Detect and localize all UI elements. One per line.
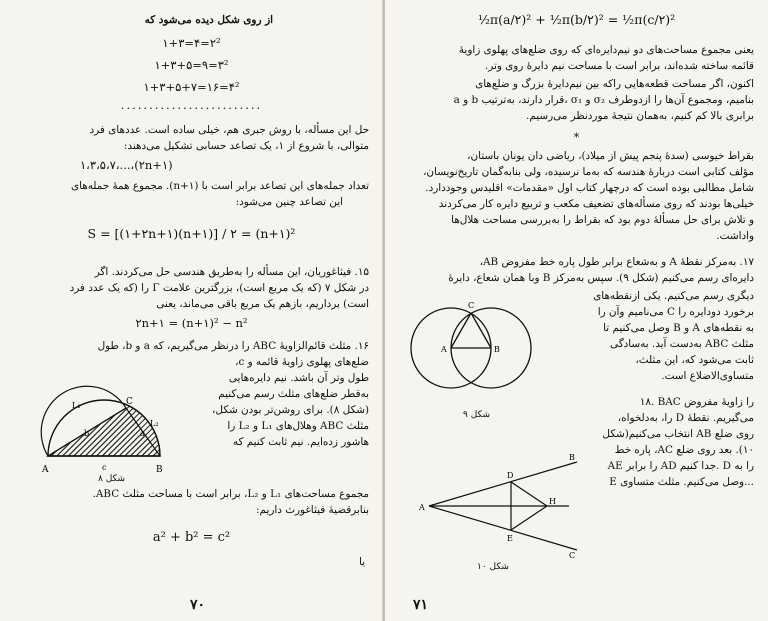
fig8-label-a-side: a bbox=[140, 429, 145, 438]
para-line: مؤلف کتابی است دربارهٔ هندسه که به‌ما نرسیده، ولی بنابه‌گمان تاریخ‌نویسان، bbox=[423, 166, 754, 178]
para-line: ۱۷. به‌مرکز نقطهٔ A و به‌شعاع برابر طول پاره خط مفروض AB، bbox=[479, 256, 754, 268]
intro-text: از روی شکل دیده می‌شود که bbox=[144, 14, 273, 26]
fig8-label-l2: L₂ bbox=[150, 419, 159, 428]
fig10-label-a: A bbox=[419, 503, 425, 512]
para-line: حل این مسأله، با روش جبری هم، خیلی ساده است. عددهای فرد bbox=[89, 124, 369, 136]
figure-10-angle bbox=[419, 448, 585, 560]
sum-formula: S = [(۱+۲n+۱)(n+۱)] / ۲ = (n+۱)² bbox=[87, 226, 296, 241]
figure-8-caption: شکل ۸ bbox=[98, 474, 126, 484]
sum-dots: ......................... bbox=[120, 98, 263, 112]
fig10-label-b: B bbox=[569, 453, 575, 462]
fig10-label-d: D bbox=[507, 471, 514, 480]
para-line: می‌گیریم. نقطهٔ D را، به‌دلخواه، bbox=[617, 412, 754, 424]
para-line: هاشور زده‌ایم. نیم ثابت کنیم که bbox=[232, 436, 369, 448]
page-number-right: ۷۱ bbox=[413, 597, 429, 613]
para-line: متوالی، با شروع از ۱، یک تصاعد حسابی تشکیل می‌دهند: bbox=[123, 140, 369, 152]
fig9-label-b: B bbox=[494, 345, 500, 354]
para-line: برخورد دودایره را C می‌نامیم وآن را bbox=[597, 306, 754, 318]
para-line: طول وتر آن باشد. نیم دایره‌هایی bbox=[228, 372, 369, 384]
continuation-word: یا bbox=[358, 556, 365, 568]
right-page bbox=[385, 0, 768, 621]
fig8-label-c: C bbox=[126, 397, 133, 407]
para-line: شامل مطالبی بوده است که درچهار کتاب اول «مقدمات» اقلیدس وجوددارد. bbox=[425, 182, 754, 194]
fig8-label-b: B bbox=[156, 465, 163, 475]
para-line: بنابرقضیهٔ فیثاغورث داریم: bbox=[256, 504, 369, 516]
para-line: مثلث ABC وهلال‌های L₁ و L₂ را bbox=[227, 420, 369, 432]
sum-line-3: ۱+۳+۵+۷=۱۶=۴² bbox=[143, 80, 240, 94]
para-line: و تلاش برای حل مسألهٔ دوم بود که بقراط را به‌بررسی مساحت هلال‌ها bbox=[451, 214, 754, 226]
fig10-label-h: H bbox=[549, 497, 556, 506]
para-line: به‌قطر ضلع‌های مثلث رسم می‌کنیم bbox=[218, 388, 369, 400]
fig8-label-l1: L₁ bbox=[72, 401, 81, 410]
odd-identity: ۲n+۱ = (n+۱)² − n² bbox=[135, 316, 248, 330]
para-line: واداشت. bbox=[716, 230, 754, 242]
page-number-left: ۷۰ bbox=[190, 597, 206, 613]
progression: ۱،۳،۵،۷،...،(۲n+۱) bbox=[80, 158, 173, 172]
para-line: روی ضلع AB انتخاب می‌کنیم(شکل bbox=[602, 428, 754, 440]
figure-10-caption: شکل ۱۰ bbox=[477, 562, 509, 572]
sum-line-1: ۱+۳=۴=۲² bbox=[162, 36, 221, 50]
para-line: بقراط خیوسی (سدهٔ پنجم پیش از میلاد)، ریاضی دان یونان باستان، bbox=[467, 150, 754, 162]
para-line: دیگری رسم می‌کنیم. یکی ازنقطه‌های bbox=[593, 290, 754, 302]
left-page bbox=[0, 0, 383, 621]
para-line: ۱۶. مثلث قائم‌الزاویهٔ ABC را درنظر می‌گیریم، که a و b، طول bbox=[97, 340, 369, 352]
para-line: ثابت می‌شود که، این مثلث، bbox=[635, 354, 754, 366]
para-line: در شکل ۷ (که یک مربع است)، بزرگترین علامت Γ را (که یک عدد فرد bbox=[69, 282, 369, 294]
section-star: * bbox=[573, 130, 580, 144]
fig8-label-a: A bbox=[42, 465, 49, 475]
para-line: مجموع مساحت‌های L₁ و L₂، برابر است با مساحت مثلث ABC. bbox=[92, 488, 369, 500]
semicircle-formula: ½π(a/۲)² + ½π(b/۲)² = ½π(c/۲)² bbox=[477, 12, 676, 27]
pythagoras-equation: a² + b² = c² bbox=[152, 530, 231, 545]
para-line: ۱۰). بعد روی ضلع AC، پاره خط bbox=[614, 444, 754, 456]
para-line: است) برداریم، بازهم یک مربع باقی می‌ماند، یعنی bbox=[156, 298, 369, 310]
para-line: دایره‌ای رسم می‌کنیم (شکل ۹). سپس به‌مرکز B وبا همان شعاع، دایرهٔ bbox=[448, 272, 754, 284]
figure-9-caption: شکل ۹ bbox=[463, 410, 491, 420]
para-line: برابری بالا کم کنیم، به‌همان نتیجهٔ موردنظر می‌رسیم. bbox=[526, 110, 754, 122]
para-line: یعنی مجموع مساحت‌های دو نیم‌دایره‌ای که روی ضلع‌های پهلوی زاویهٔ bbox=[458, 44, 754, 56]
para-line: اکنون، اگر مساحت قطعه‌هایی راکه بین نیم‌دایرهٔ بزرگ و ضلع‌های bbox=[475, 78, 754, 90]
para-line: ۱۵. فیثاغوریان، این مسأله را به‌طریق هندسی حل می‌کردند. اگر bbox=[94, 266, 369, 278]
para-line: E وصل می‌کنیم. مثلث متساوی‌... bbox=[609, 476, 754, 488]
para-line: (شکل ۸). برای روشن‌تر بودن شکل، bbox=[212, 404, 369, 416]
figure-8-lunes bbox=[38, 378, 178, 484]
para-line: مثلث ABC به‌دست آید. به‌سادگی bbox=[610, 338, 754, 350]
para-line: این تصاعد چنین می‌شود: bbox=[235, 196, 343, 208]
para-line: به نقطه‌های A و B وصل می‌کنیم تا bbox=[603, 322, 754, 334]
para-line: ضلع‌های پهلوی زاویهٔ قائمه و c، bbox=[235, 356, 369, 368]
para-line: خیلی‌ها بودند که روی مسأله‌های تضعیف مکعب و تربیع دایره کار می‌کردند bbox=[438, 198, 754, 210]
para-line: تعداد جمله‌های این تصاعد برابر است با (n+۱). مجموع همهٔ جمله‌های bbox=[70, 180, 369, 192]
para-line: متساوی‌الاضلاع است. bbox=[661, 370, 754, 382]
figure-9-circles bbox=[391, 286, 555, 406]
fig8-label-c-side: c bbox=[102, 463, 107, 472]
para-line: ۱۸. BAC را زاویهٔ مفروض bbox=[639, 396, 754, 408]
para-line: AE را برابر AD جدا کنیم. D را به bbox=[607, 460, 754, 472]
sum-line-2: ۱+۳+۵=۹=۳² bbox=[154, 58, 229, 72]
fig9-label-a: A bbox=[441, 345, 447, 354]
para-line: a و b قرار دارند، به‌ترتیب، σ₁ و σ₂ بنامیم، ومجموع آن‌ها را ازدوطرف bbox=[453, 94, 754, 106]
fig10-label-c: C bbox=[569, 551, 576, 560]
fig8-label-b-side: b bbox=[84, 429, 90, 438]
fig9-label-c: C bbox=[468, 301, 475, 310]
fig10-label-e: E bbox=[507, 534, 513, 543]
para-line: قائمه ساخته شده‌اند، برابر است با مساحت نیم دایرهٔ روی وتر. bbox=[484, 60, 754, 72]
